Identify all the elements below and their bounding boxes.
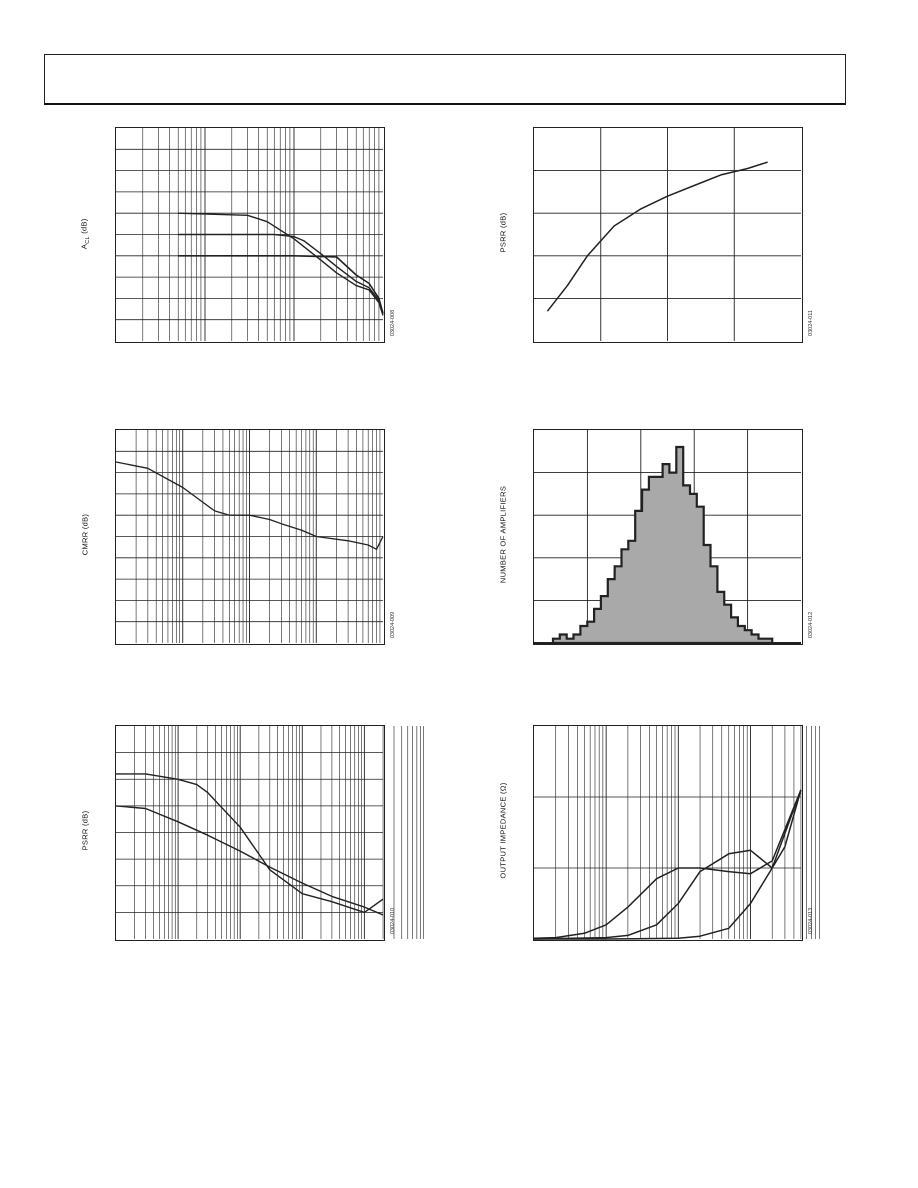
plot-histogram (490, 422, 830, 652)
figure-number-acl: 03024-008 (390, 309, 396, 337)
y-axis-label-acl: $A_{CL}$ (dB) (79, 218, 91, 250)
chart-cmrr (70, 422, 410, 652)
y-axis-label-cmrr: CMRR (dB) (80, 513, 90, 556)
acl-series-1 (178, 213, 383, 315)
chart-zout (490, 718, 830, 948)
plot-psrr-temp (490, 120, 830, 350)
chart-acl (70, 120, 410, 350)
zout-series-3 (534, 790, 801, 939)
page-header-box (44, 54, 846, 105)
figure-number-histogram: 03024-012 (808, 611, 814, 639)
y-axis-label-psrr-temp: PSRR (dB) (498, 212, 508, 253)
figure-number-cmrr: 03024-009 (390, 611, 396, 639)
y-axis-label-zout: OUTPUT IMPEDANCE (Ω) (498, 782, 508, 879)
y-axis-label-psrr-freq: PSRR (dB) (80, 810, 90, 851)
y-axis-label-histogram: NUMBER OF AMPLIFIERS (498, 485, 508, 584)
plot-psrr-freq (70, 718, 410, 948)
psrr-freq-series-1 (116, 774, 383, 913)
figure-number-zout: 03024-013 (808, 907, 814, 935)
figure-number-psrr-freq: 03024-010 (390, 907, 396, 935)
plot-zout (490, 718, 830, 948)
chart-histogram (490, 422, 830, 652)
chart-psrr-freq (70, 718, 410, 948)
plot-cmrr (70, 422, 410, 652)
figure-number-psrr-temp: 03024-011 (808, 310, 814, 336)
zout-series-2 (534, 790, 801, 939)
psrr-freq-series-2 (116, 806, 383, 915)
zout-series-1 (534, 790, 801, 938)
plot-acl (70, 120, 410, 350)
acl-series-3 (178, 256, 383, 313)
acl-series-2 (178, 235, 383, 314)
chart-psrr-temp (490, 120, 830, 350)
histogram-area (553, 447, 772, 643)
